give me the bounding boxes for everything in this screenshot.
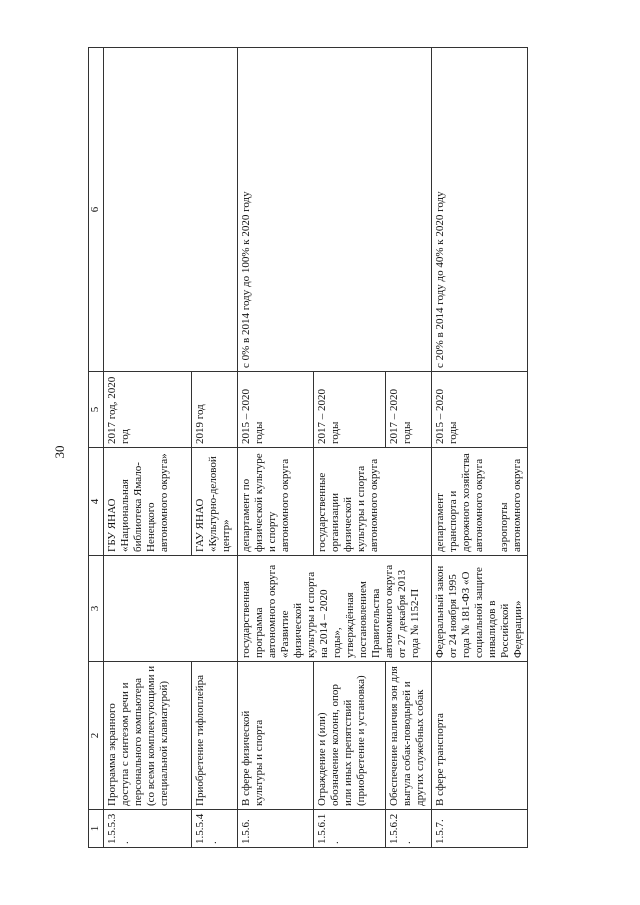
- row-basis: [192, 556, 238, 662]
- header-cell: 5: [89, 372, 104, 448]
- table-row: [432, 48, 528, 848]
- row-basis: [104, 556, 192, 662]
- row-executor: департамент по физической культуре и спорту автономного округа: [238, 448, 314, 556]
- row-executor: [432, 448, 528, 556]
- row-term: 2015 – 2020 годы: [432, 372, 528, 448]
- row-indicator: [104, 48, 192, 372]
- row-name: Ограждение и (или) обозначение колонн, опор или иных препятствий (приобретение и установка): [314, 662, 386, 810]
- row-indicator: с 0% в 2014 году до 100% к 2020 году: [238, 48, 432, 372]
- header-cell: 2: [89, 662, 104, 810]
- row-term: 2017 – 2020 годы: [386, 372, 432, 448]
- header-cell: 1: [89, 810, 104, 848]
- row-name: В сфере транспорта: [432, 662, 528, 810]
- row-executor-primary: департамент транспорта и дорожного хозяйства автономного округа: [434, 453, 485, 552]
- row-name: Приобретение тифлоплейра: [192, 662, 238, 810]
- header-cell: 4: [89, 448, 104, 556]
- row-executor-secondary: аэропорты автономного округа: [498, 458, 523, 552]
- row-basis: Федеральный закон от 24 ноября 1995 года № 181-ФЗ «О социальной защите инвалидов в Российской Федерации»: [432, 556, 528, 662]
- table-row: [238, 48, 314, 848]
- row-term: 2017 – 2020 годы: [314, 372, 386, 448]
- row-number: 1.5.7.: [432, 810, 528, 848]
- row-indicator: [192, 48, 238, 372]
- header-cell: 3: [89, 556, 104, 662]
- rotated-page: [88, 48, 608, 848]
- row-number: 1.5.5.4.: [192, 810, 238, 848]
- row-name: В сфере физической культуры и спорта: [238, 662, 314, 810]
- page-number: 30: [52, 445, 67, 459]
- row-name: Программа экранного доступа с синтезом речи и персонального компьютера (со всеми комплектующими и специальной клавиатурой): [104, 662, 192, 810]
- row-number: 1.5.6.2.: [386, 810, 432, 848]
- table-row: [104, 48, 192, 848]
- row-basis: государственная программа автономного округа «Развитие физической культуры и спорта на 2014 – 2020 годы», утверждённая постановлением Правительства автономного округа от 27 декабря 2013 года № 1152-П: [238, 556, 432, 662]
- table-header-row: [89, 48, 104, 848]
- row-term: 2019 год: [192, 372, 238, 448]
- row-term: 2017 год, 2020 год: [104, 372, 192, 448]
- row-term: 2015 – 2020 годы: [238, 372, 314, 448]
- row-executor: государственные организации физической культуры и спорта автономного округа: [314, 448, 432, 556]
- header-cell: 6: [89, 48, 104, 372]
- row-number: 1.5.5.3.: [104, 810, 192, 848]
- row-number: 1.5.6.: [238, 810, 314, 848]
- row-indicator: с 20% в 2014 году до 40% к 2020 году: [432, 48, 528, 372]
- row-executor: ГБУ ЯНАО «Национальная библиотека Ямало-Ненецкого автономного округа»: [104, 448, 192, 556]
- row-executor: ГАУ ЯНАО «Культурно-деловой центр»: [192, 448, 238, 556]
- main-table: [88, 47, 528, 848]
- row-number: 1.5.6.1.: [314, 810, 386, 848]
- table-row: [192, 48, 238, 848]
- row-name: Обеспечение наличия зон для выгула собак-поводырей и других служебных собак: [386, 662, 432, 810]
